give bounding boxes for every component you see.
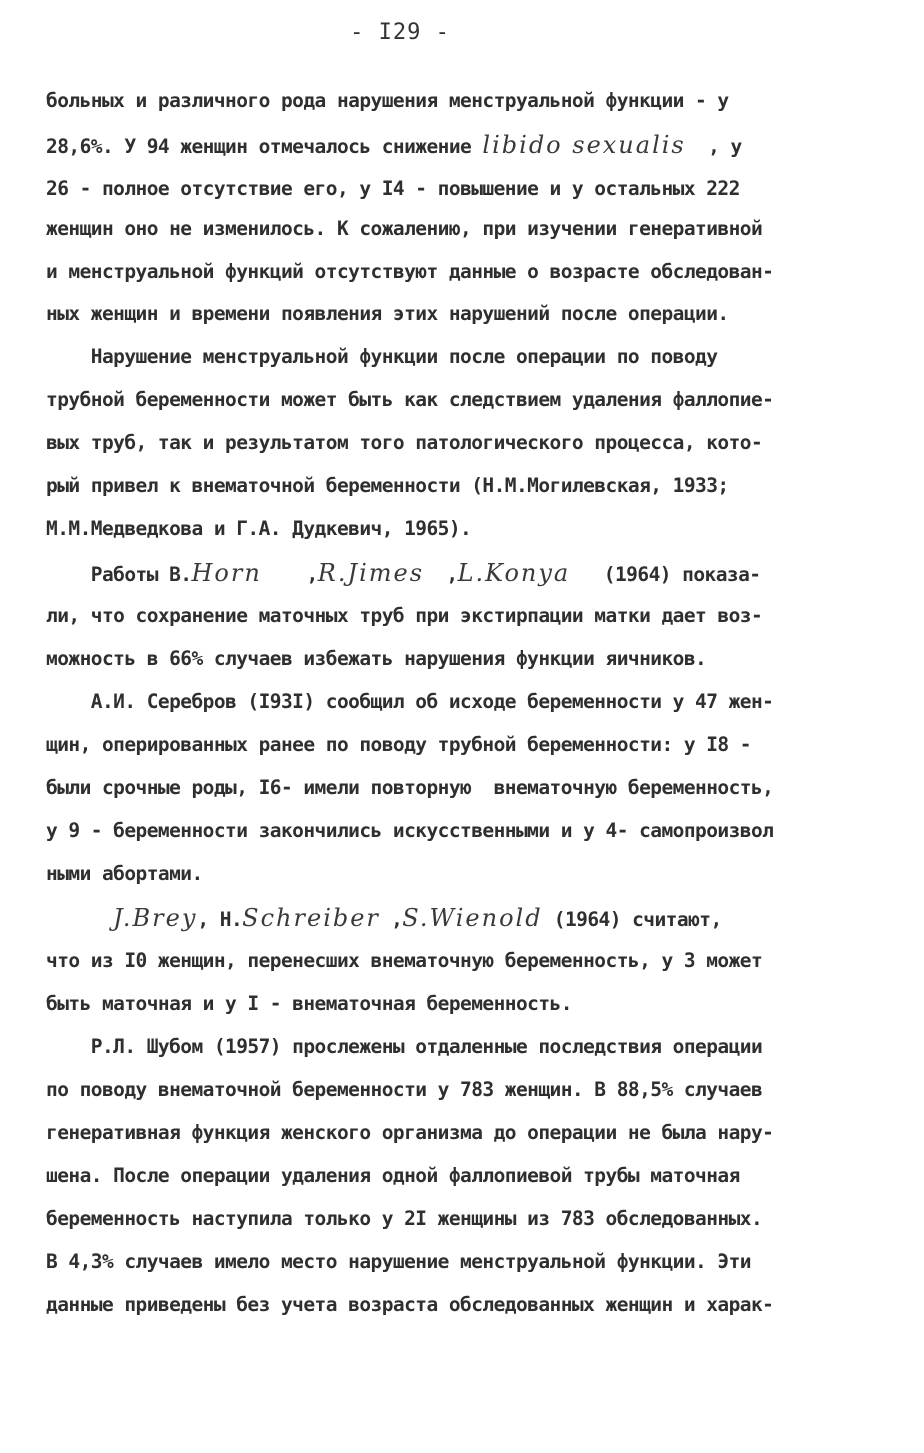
- typed-text: Р.Л. Шубом (1957) прослежены отдаленные последствия операции: [46, 1035, 763, 1058]
- text-line: [46, 1202, 762, 1236]
- typed-text: (1964) показа-: [570, 563, 761, 586]
- typed-text: генеративная функция женского организма до операции не была нару-: [46, 1121, 774, 1144]
- text-line: [46, 685, 773, 719]
- typed-text: 26 - полное отсутствие его, у I4 - повышение и у остальных 222: [46, 177, 740, 200]
- text-line: [46, 340, 717, 374]
- typed-text: Нарушение менструальной функции после операции по поводу: [46, 345, 718, 368]
- text-line: [46, 944, 762, 978]
- typed-text: ,: [261, 563, 318, 586]
- typed-text: быть маточная и у I - внематочная беременность.: [46, 992, 572, 1015]
- handwritten-insert: Schreiber: [242, 904, 380, 932]
- handwritten-insert: J.Brey: [113, 904, 198, 932]
- text-line: [46, 771, 773, 805]
- typed-text: А.И. Серебров (I93I) сообщил об исходе беременности у 47 жен-: [46, 690, 774, 713]
- text-line: [46, 1245, 751, 1279]
- typed-text: В 4,3% случаев имело место нарушение менструальной функции. Эти: [46, 1250, 751, 1273]
- typed-text: ных женщин и времени появления этих нарушений после операции.: [46, 302, 729, 325]
- text-line: [46, 1159, 740, 1193]
- text-line: [46, 1116, 773, 1150]
- typed-text: женщин оно не изменилось. К сожалению, при изучении генеративной: [46, 217, 763, 240]
- text-line: [46, 728, 751, 762]
- typed-text: беременность наступила только у 2I женщины из 783 обследованных.: [46, 1207, 763, 1230]
- typed-text: были срочные роды, I6- имели повторную внематочную беременность,: [46, 776, 774, 799]
- typed-text: ,: [424, 563, 458, 586]
- typed-text: у 9 - беременности закончились искусственными и у 4- самопроизвол: [46, 819, 774, 842]
- text-line: [46, 1288, 773, 1322]
- typed-text: больных и различного рода нарушения менструальной функции - у: [46, 89, 729, 112]
- typed-text: что из I0 женщин, перенесших внематочную беременность, у 3 может: [46, 949, 763, 972]
- typed-text: ными абортами.: [46, 862, 203, 885]
- typed-text: вых труб, так и результатом того патологического процесса, кото-: [46, 431, 763, 454]
- typed-text: щин, оперированных ранее по поводу трубной беременности: у I8 -: [46, 733, 751, 756]
- typed-text: шена. После операции удаления одной фаллопиевой трубы маточная: [46, 1164, 740, 1187]
- typed-text: данные приведены без учета возраста обследованных женщин и харак-: [46, 1293, 774, 1316]
- text-line: [46, 383, 773, 417]
- handwritten-insert: Horn: [191, 559, 262, 587]
- text-line: [46, 84, 729, 118]
- text-line: [46, 297, 729, 331]
- typed-text: ,: [379, 908, 403, 931]
- handwritten-insert: S.Wienold: [402, 904, 543, 932]
- text-line: [46, 172, 740, 206]
- text-line: [46, 857, 203, 891]
- typed-text: М.М.Медведкова и Г.А. Дудкевич, 1965).: [46, 517, 472, 540]
- text-line: [46, 128, 742, 162]
- typed-text: можность в 66% случаев избежать нарушения функции яичников.: [46, 647, 707, 670]
- typed-text: 28,6%. У 94 женщин отмечалось снижение: [46, 135, 483, 158]
- text-line: [46, 212, 762, 246]
- typed-text: по поводу внематочной беременности у 783 женщин. В 88,5% случаев: [46, 1078, 763, 1101]
- typed-text: , у: [685, 135, 742, 158]
- typed-text: [46, 908, 113, 931]
- handwritten-insert: L.Konya: [457, 559, 571, 587]
- text-line: [46, 469, 729, 503]
- page-number: - I29 -: [350, 20, 450, 45]
- typed-text: и менструальной функций отсутствуют данные о возрасте обследован-: [46, 260, 774, 283]
- typed-text: ли, что сохранение маточных труб при экстирпации матки дает воз-: [46, 604, 763, 627]
- text-line: [46, 1073, 762, 1107]
- typed-text: (1964) считают,: [542, 908, 722, 931]
- text-line: [46, 255, 773, 289]
- typed-text: , H.: [197, 908, 243, 931]
- text-line: [46, 901, 722, 935]
- text-line: [46, 512, 471, 546]
- handwritten-insert: libido sexualis: [482, 131, 686, 159]
- typed-text: рый привел к внематочной беременности (Н.М.Могилевская, 1933;: [46, 474, 729, 497]
- text-line: [46, 642, 706, 676]
- text-line: [46, 987, 572, 1021]
- text-line: [46, 556, 760, 590]
- handwritten-insert: R.Jimes: [317, 559, 425, 587]
- text-line: [46, 426, 762, 460]
- text-line: [46, 1030, 762, 1064]
- typed-text: Работы В.: [46, 563, 192, 586]
- text-line: [46, 814, 773, 848]
- text-line: [46, 599, 762, 633]
- typed-text: трубной беременности может быть как следствием удаления фаллопие-: [46, 388, 774, 411]
